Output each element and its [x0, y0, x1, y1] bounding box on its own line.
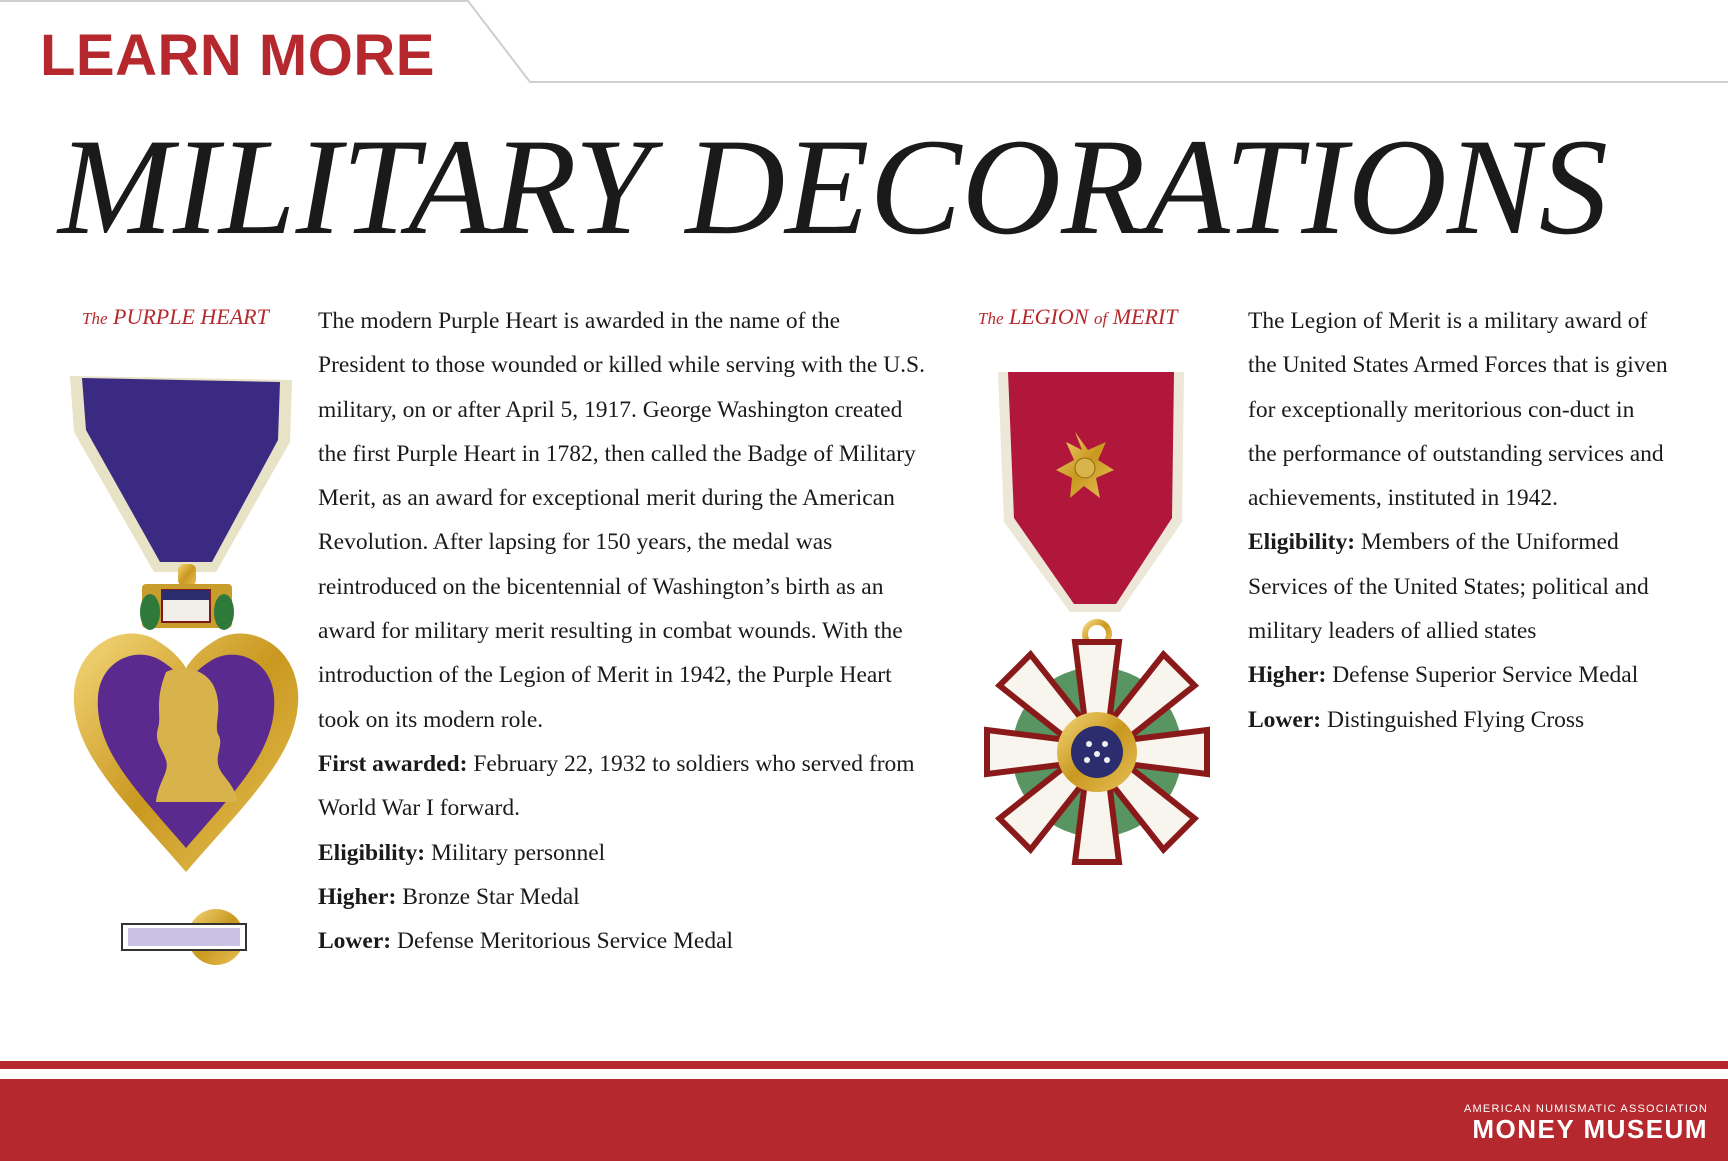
purple-heart-fact [318, 831, 928, 875]
logo-org: AMERICAN NUMISMATIC ASSOCIATION [1464, 1103, 1708, 1115]
purple-heart-description: The modern Purple Heart is awarded in the name of the President to those wounded or killed while serving with the U.S. military, on or after April 5, 1917. George Washington created the first Purple Heart in 1782, then called the Badge of Military Merit, as an award for exceptional merit during the American Revolution. After lapsing for 150 years, the medal was reintroduced on the bicentennial of Washington’s birth as an award for military merit resulting in combat wounds. With the introduction of the Legion of Merit in 1942, the Purple Heart took on its modern role. [318, 308, 926, 733]
fact-value: Defense Meritorious Service Medal [391, 928, 734, 955]
purple-heart-fact [318, 919, 928, 963]
fact-key: Higher: [1248, 662, 1327, 689]
fact-value: Distinguished Flying Cross [1321, 706, 1585, 733]
fact-key: First awarded: [318, 750, 468, 777]
fact-key: Eligibility: [318, 839, 426, 866]
legion-label-name-1: LEGION [1009, 304, 1089, 329]
purple-heart-label-name: PURPLE HEART [113, 304, 269, 329]
legion-label-prefix: The [978, 309, 1004, 328]
footer-thin-band [0, 1061, 1728, 1069]
legion-description: The Legion of Merit is a military award of the United States Armed Forces that is given for exceptionally meritorious con-duct in the performance of outstanding services and achievements, instituted in 1942. [1248, 308, 1668, 512]
legion-of-merit-label [978, 304, 1177, 330]
purple-heart-fact [318, 742, 928, 831]
fact-key: Eligibility: [1248, 529, 1356, 556]
fact-value: Bronze Star Medal [396, 883, 580, 910]
money-museum-logo [1464, 1103, 1708, 1144]
fact-key: Lower: [1248, 706, 1322, 733]
legion-of-merit-text [1248, 299, 1668, 742]
fact-value: February 22, 1932 to soldiers who served from World War I forward. [318, 750, 915, 822]
fact-key: Higher: [318, 883, 397, 910]
fact-value: Military personnel [425, 839, 606, 866]
legion-label-name-2: MERIT [1112, 304, 1178, 329]
learn-more-heading: LEARN MORE [40, 23, 435, 88]
legion-fact [1248, 653, 1668, 697]
logo-museum: MONEY MUSEUM [1472, 1114, 1708, 1144]
page-title: MILITARY DECORATIONS [58, 110, 1609, 263]
legion-fact [1248, 520, 1668, 653]
purple-heart-medal-image [66, 372, 306, 972]
fact-value: Defense Superior Service Medal [1326, 662, 1639, 689]
legion-of-merit-medal-image [970, 372, 1230, 892]
fact-key: Lower: [318, 928, 392, 955]
legion-fact [1248, 698, 1668, 742]
purple-heart-fact [318, 875, 928, 919]
legion-label-of: of [1093, 309, 1108, 328]
purple-heart-label-prefix: The [82, 309, 108, 328]
purple-heart-text [318, 299, 928, 963]
purple-heart-label [82, 304, 269, 330]
fact-value: Members of the Uniformed Services of the United States; political and military leaders of allied states [1248, 529, 1649, 645]
